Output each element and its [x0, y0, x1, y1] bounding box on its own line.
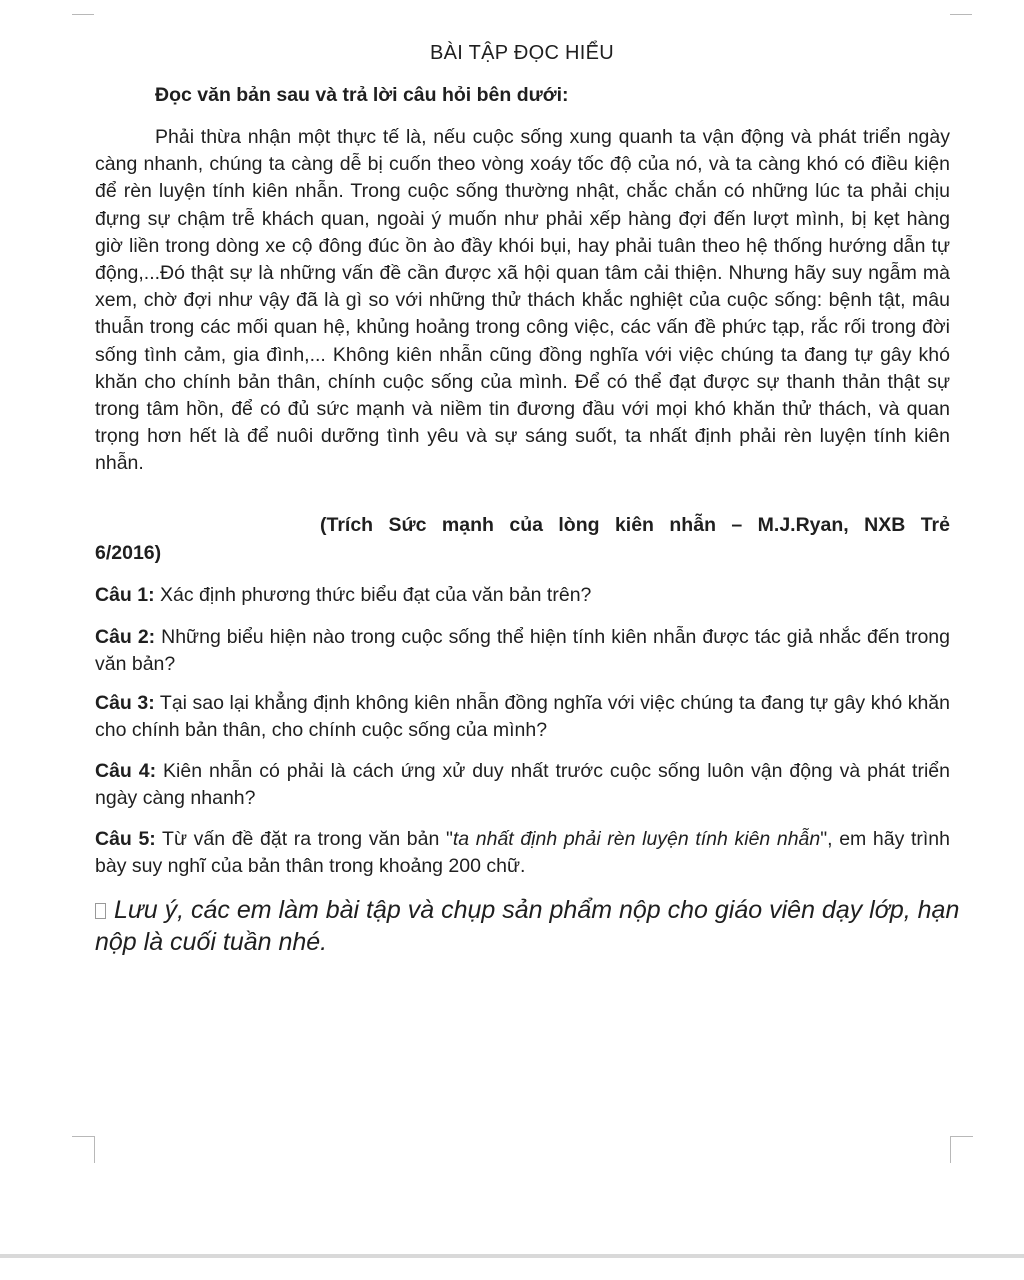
question-label: Câu 3: — [95, 692, 155, 714]
page-bottom-edge — [0, 1254, 1024, 1258]
question-text: Tại sao lại khẳng định không kiên nhẫn đồng nghĩa với việc chúng ta đang tự gây khó khăn cho chính bản thân, cho chính cuộc sống của mình? — [95, 692, 950, 741]
corner-mark-bottom-left — [72, 1136, 95, 1163]
source-citation-line2: 6/2016) — [95, 542, 162, 564]
submission-note — [95, 894, 965, 958]
note-text: Lưu ý, các em làm bài tập và chụp sản phẩm nộp cho giáo viên dạy lớp, hạn nộp là cuối tuần nhé. — [95, 896, 960, 956]
question-label: Câu 5: — [95, 828, 156, 850]
question-text: Kiên nhẫn có phải là cách ứng xử duy nhất trước cuộc sống luôn vận động và phát triển ngày càng nhanh? — [95, 760, 950, 809]
question-5 — [95, 826, 950, 880]
source-citation-line1: (Trích Sức mạnh của lòng kiên nhẫn – M.J.Ryan, NXB Trẻ — [320, 514, 950, 536]
question-1 — [95, 582, 950, 609]
page-title: BÀI TẬP ĐỌC HIỂU — [429, 42, 615, 64]
question-3 — [95, 690, 950, 744]
reading-passage: Phải thừa nhận một thực tế là, nếu cuộc sống xung quanh ta vận động và phát triển ngày càng nhanh, chúng ta càng dễ bị cuốn theo vòng xoáy tốc độ của nó, và ta càng khó có điều kiện để rèn luyện tính kiên nhẫn. Trong cuộc sống thường nhật, chắc chắn có những lúc ta phải chịu đựng sự chậm trễ khách quan, ngoài ý muốn như phải xếp hàng đợi đến lượt mình, bị kẹt hàng giờ liền trong dòng xe cộ đông đúc ồn ào đầy khói bụi, hay phải tuân theo hệ thống hướng dẫn tự động,...Đó thật sự là những vấn đề cần được xã hội quan tâm cải thiện. Nhưng hãy suy ngẫm mà xem, chờ đợi như vậy đã là gì so với những thử thách khắc nghiệt của cuộc sống: bệnh tật, mâu thuẫn trong các mối quan hệ, khủng hoảng trong công việc, các vấn đề phức tạp, rắc rối trong đời sống tình cảm, gia đình,... Không kiên nhẫn cũng đồng nghĩa với việc chúng ta đang tự gây khó khăn cho chính bản thân, chính cuộc sống của mình. Để có thể đạt được sự thanh thản thật sự trong tâm hồn, để có đủ sức mạnh và niềm tin đương đầu với mọi khó khăn thử thách, và quan trọng hơn hết là để nuôi dưỡng tình yêu và sự sáng suốt, ta nhất định phải rèn luyện tính kiên nhẫn. — [95, 126, 950, 475]
bullet-box-icon — [95, 903, 106, 919]
corner-mark-top-right — [950, 0, 972, 15]
question-label: Câu 2: — [95, 626, 156, 648]
question-text-after: ", em hãy trình bày suy nghĩ của bản thân trong khoảng 200 chữ. — [95, 828, 950, 877]
instruction-text: Đọc văn bản sau và trả lời câu hỏi bên dưới: — [155, 84, 569, 106]
question-4 — [95, 758, 950, 812]
question-label: Câu 1: — [95, 584, 155, 606]
corner-mark-bottom-right — [950, 1136, 973, 1163]
question-label: Câu 4: — [95, 760, 157, 782]
corner-mark-top-left — [72, 0, 94, 15]
question-quote: ta nhất định phải rèn luyện tính kiên nhẫn — [452, 828, 821, 850]
question-text: Xác định phương thức biểu đạt của văn bản trên? — [154, 584, 592, 606]
question-text: Những biểu hiện nào trong cuộc sống thể hiện tính kiên nhẫn được tác giả nhắc đến trong văn bản? — [95, 626, 950, 675]
question-text-before: Từ vấn đề đặt ra trong văn bản " — [155, 828, 453, 850]
question-2 — [95, 624, 950, 678]
